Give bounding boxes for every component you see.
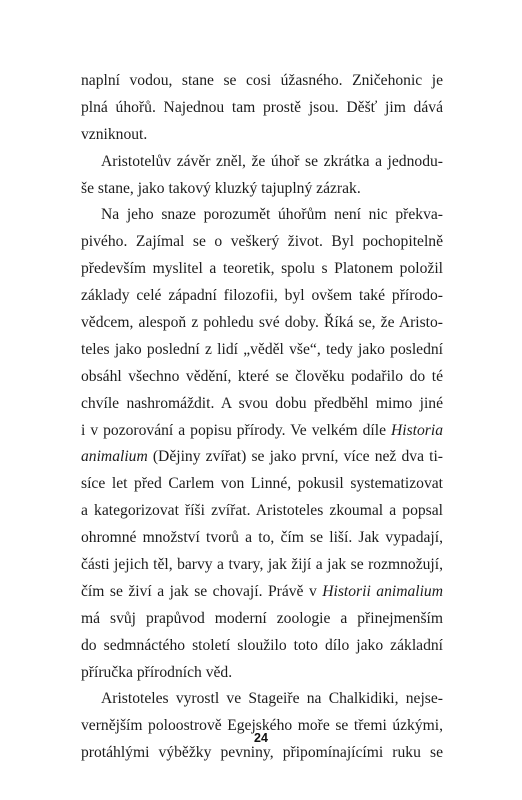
text-line: ohromné množství tvorů a to, čím se liší. Jak vypadají, (81, 529, 443, 547)
text-line: plná úhořů. Najednou tam prostě jsou. Děšť jim dává (81, 98, 443, 116)
body-text (81, 68, 443, 767)
text-line: naplní vodou, stane se cosi úžasného. Zničehonic je (81, 72, 443, 89)
text-line: příručka přírodních věd. (81, 663, 233, 681)
text-segment: (Dějiny zvířat) se jako první, více než dva ti- (147, 448, 443, 466)
text-line: základy celé západní filozofii, byl ovšem také přírodo- (81, 287, 443, 305)
text-line: má svůj prapůvod moderní zoologie a přinejmenším (81, 609, 443, 627)
text-line: vernějším poloostrově Egejského moře se třemi úzkými, (81, 717, 443, 735)
text-line: části jejich těl, barvy a tvary, jak žijí a jak se rozmnožují, (81, 556, 443, 574)
text-line: do sedmnáctého století sloužilo toto dílo jako základní (81, 636, 443, 654)
text-line: Aristotelův závěr zněl, že úhoř se zkrátka a jednodu- (101, 152, 443, 170)
text-line: a kategorizovat říši zvířat. Aristoteles zkoumal a popsal (81, 502, 443, 520)
text-line: obsáhl všechno vědění, které se člověku podařilo do té (81, 367, 443, 385)
text-segment: čím se živí a jak se chovají. Právě v (81, 582, 323, 600)
text-line: vzniknout. (81, 125, 148, 143)
text-line: Na jeho snaze porozumět úhořům není nic překva- (101, 206, 443, 224)
text-line: še stane, jako takový kluzký tajuplný zázrak. (81, 179, 361, 197)
text-line: teles jako poslední z lidí „věděl vše“, tedy jako poslední (81, 340, 443, 358)
text-line: protáhlými výběžky pevniny, připomínajícími ruku se (81, 744, 443, 762)
text-segment: i v pozorování a popisu přírody. Ve velkém díle (81, 421, 391, 439)
page-number: 24 (254, 731, 268, 745)
book-title-italic: Historii animalium (322, 582, 443, 600)
text-line: pivého. Zajímal se o veškerý život. Byl pochopitelně (81, 233, 443, 251)
text-line-with-title (81, 579, 443, 606)
book-title-italic: animalium (81, 448, 148, 466)
text-line: Aristoteles vyrostl ve Stageiře na Chalkidiki, nejse- (101, 690, 443, 708)
text-line-with-title (81, 418, 443, 445)
text-line: chvíle nashromáždit. A svou dobu předběhl mimo jiné (81, 394, 443, 412)
text-line-with-title (81, 444, 443, 471)
book-title-italic: Historia (391, 421, 443, 439)
text-line: vědcem, alespoň z pohledu své doby. Říká se, že Aristo- (81, 314, 443, 332)
text-line: síce let před Carlem von Linné, pokusil systematizovat (81, 475, 443, 493)
text-line: především myslitel a teoretik, spolu s Platonem položil (81, 260, 443, 278)
